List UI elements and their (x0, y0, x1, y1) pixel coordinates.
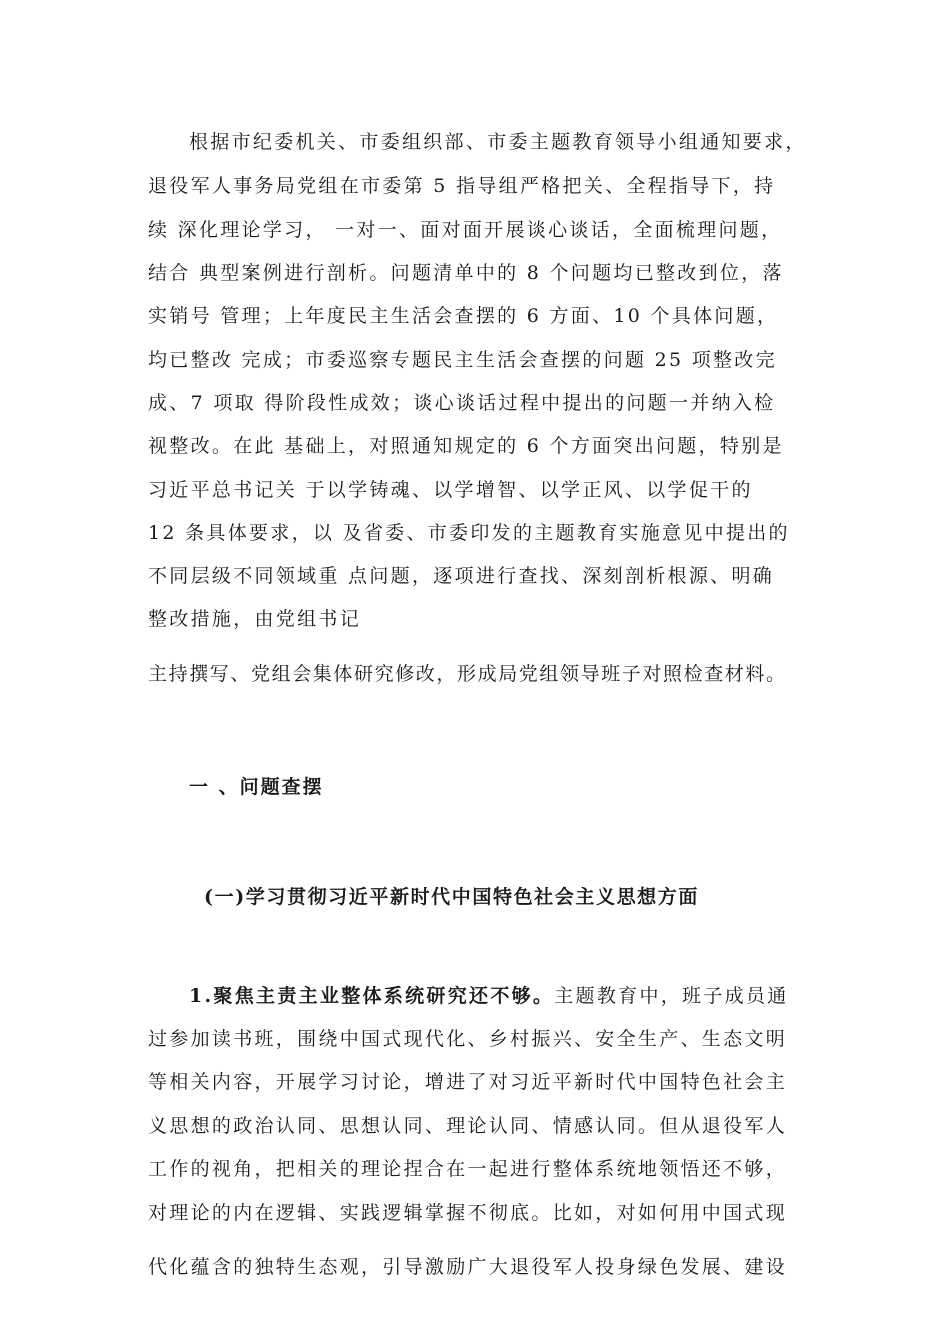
intro-line-2: 退役军人事务局党组在市委第 5 指导组严格把关、全程指导下，持 (148, 175, 776, 197)
intro-line-4: 结合 典型案例进行剖析。问题清单中的 8 个问题均已整改到位，落 (148, 262, 784, 284)
item1-line-5: 工作的视角，把相关的理论捏合在一起进行整体系统地领悟还不够， (148, 1158, 788, 1180)
section-heading: 一 、问题查摆 (189, 776, 324, 798)
item1-line-1 (189, 987, 789, 1006)
intro-line-1: 根据市纪委机关、市委组织部、市委主题教育领导小组通知要求， (189, 131, 807, 153)
intro-line-10: 12 条具体要求，以 及省委、市委印发的主题教育实施意见中提出的 (148, 522, 790, 544)
intro-line-11: 不同层级不同领域重 点问题，逐项进行查找、深刻剖析根源、明确 (148, 565, 775, 587)
intro-line-3: 续 深化理论学习， 一对一、面对面开展谈心谈话，全面梳理问题， (148, 219, 783, 241)
intro-line-5: 实销号 管理；上年度民主生活会查摆的 6 方面、10 个具体问题， (148, 305, 779, 327)
intro-line-6: 均已整改 完成；市委巡察专题民主生活会查摆的问题 25 项整改完 (148, 349, 777, 371)
item1-line-3: 等相关内容，开展学习讨论，增进了对习近平新时代中国特色社会主 (148, 1071, 788, 1093)
item1-title: 1.聚焦主责主业整体系统研究还不够。 (189, 985, 555, 1007)
intro-continuation: 主持撰写、党组会集体研究修改，形成局党组领导班子对照检查材料。 (148, 663, 787, 685)
intro-line-7: 成、7 项取 得阶段性成效；谈心谈话过程中提出的问题一并纳入检 (148, 392, 776, 414)
intro-line-9: 习近平总书记关 于以学铸魂、以学增智、以学正风、以学促干的 (148, 479, 753, 501)
intro-line-8: 视整改。在此 基础上，对照通知规定的 6 个方面突出问题，特别是 (148, 435, 784, 457)
item1-line-7: 代化蕴含的独特生态观，引导激励广大退役军人投身绿色发展、建设 (148, 1256, 788, 1278)
item1-first-line-rest: 主题教育中，班子成员通 (554, 985, 789, 1007)
subsection-heading: (一)学习贯彻习近平新时代中国特色社会主义思想方面 (204, 886, 699, 908)
item1-line-2: 过参加读书班，围绕中国式现代化、乡村振兴、安全生产、生态文明 (148, 1028, 788, 1050)
item1-line-4: 义思想的政治认同、思想认同、理论认同、情感认同。但从退役军人 (148, 1115, 788, 1137)
intro-line-12: 整改措施，由党组书记 (148, 608, 362, 630)
item1-line-6: 对理论的内在逻辑、实践逻辑掌握不彻底。比如，对如何用中国式现 (148, 1202, 788, 1224)
